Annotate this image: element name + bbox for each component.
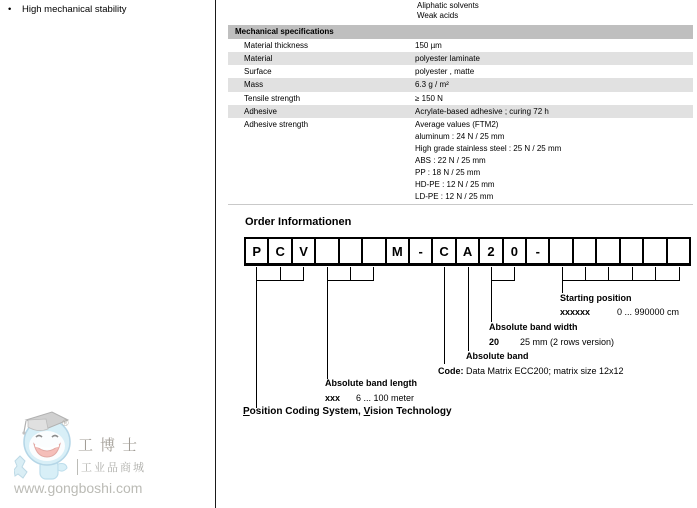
value-line: ABS : 22 N / 25 mm [415,156,486,165]
table-row [228,52,693,65]
order-code-cell: C [269,239,292,263]
connector-line [303,267,304,280]
connector-line [256,280,257,408]
system-text: ision Technology [370,406,452,417]
callout-code-label: Code: [438,366,464,376]
connector-line [491,280,492,322]
connector-line [444,267,445,364]
value-line: Average values (FTM2) [415,120,499,129]
order-code-cell: P [246,239,269,263]
order-code-cell [597,239,620,263]
table-row [228,65,693,78]
callout-desc: Data Matrix ECC200; matrix size 12x12 [463,366,624,376]
row-value: ≥ 150 N [415,94,443,103]
feature-bullet [8,4,127,15]
connector-line [562,267,563,280]
row-label: Material thickness [244,41,309,50]
underlined-initial: P [243,406,250,417]
callout-band-title: Absolute band [466,351,529,361]
order-code-cell: - [527,239,550,263]
connector-line [491,280,515,281]
connector-line [327,280,374,281]
connector-line [679,267,680,280]
order-code-grid [244,237,691,266]
connector-line [562,280,680,281]
connector-line [632,267,633,280]
value-line: High grade stainless steel : 25 N / 25 mm [415,144,562,153]
callout-code: 20 [489,337,500,347]
callout-code: xxxxxx [560,307,591,317]
column-divider-line [215,0,216,508]
row-label: Adhesive strength [244,120,309,129]
connector-line [514,267,515,280]
row-label: Tensile strength [244,94,301,103]
connector-line [327,280,328,379]
callout-band-length-title: Absolute band length [325,378,417,388]
order-code-cell [316,239,339,263]
order-code-cell [644,239,667,263]
table-header: Mechanical specifications [228,25,693,39]
row-label: Material [244,54,273,63]
row-label: Surface [244,67,272,76]
row-value: polyester , matte [415,67,475,76]
row-value: 6.3 g / m² [415,80,449,89]
callout-band-width-value [489,337,614,347]
callout-desc: 0 ... 990000 cm [617,307,680,317]
value-line: LD-PE : 12 N / 25 mm [415,192,494,201]
value-line: aluminum : 24 N / 25 mm [415,132,505,141]
table-row [228,92,693,105]
callout-starting-position-title: Starting position [560,293,632,303]
connector-line [256,267,257,280]
table-row-adhesive-strength [228,118,693,203]
row-value: 150 µm [415,41,442,50]
feature-bullet-text: High mechanical stability [22,4,127,15]
connector-line [655,267,656,280]
connector-line [373,267,374,280]
callout-desc: 6 ... 100 meter [356,393,415,403]
order-code-cell [550,239,573,263]
connector-line [562,280,563,293]
order-code-cell: 2 [480,239,503,263]
callout-band-length-value [325,393,414,403]
callout-starting-position-value [560,307,679,317]
connector-line [491,267,492,280]
order-code-cell: M [387,239,410,263]
order-code-cell [668,239,689,263]
row-value: polyester laminate [415,54,480,63]
order-code-cell: C [433,239,456,263]
order-code-cell: A [457,239,480,263]
connector-line [608,267,609,280]
order-code-cell: - [410,239,433,263]
row-label: Mass [244,80,264,89]
order-code-cell [574,239,597,263]
table-bottom-rule [228,204,693,205]
watermark-subtitle-text: 工业品商城 [77,459,146,475]
row-value: Acrylate-based adhesive ; curing 72 h [415,107,549,116]
system-text: osition Coding System, [249,406,364,417]
table-row [228,39,693,52]
order-code-cell: V [293,239,316,263]
order-code-cell [621,239,644,263]
callout-band-code [438,366,624,376]
table-row [228,105,693,118]
underlined-initial: V [363,406,371,417]
order-code-cell [340,239,363,263]
order-code-cell: 0 [504,239,527,263]
callout-band-width-title: Absolute band width [489,322,578,332]
order-code-cell [363,239,386,263]
callout-system-title [243,406,452,417]
callout-code: xxx [325,393,341,403]
connector-line [585,267,586,280]
chem-line: Weak acids [417,11,459,20]
connector-line [350,267,351,280]
order-informationen-title: Order Informationen [245,216,352,228]
registered-trademark-icon: ® [62,418,69,428]
watermark-url-text: www.gongboshi.com [14,480,143,496]
bullet-icon: • [8,4,12,15]
row-label: Adhesive [244,107,277,116]
chemical-resistance-lines [417,1,479,21]
connector-line [327,267,328,280]
table-row [228,78,693,92]
connector-line [256,280,304,281]
row-value-multiline [415,119,561,203]
chem-line: Aliphatic solvents [417,1,479,10]
callout-desc: 25 mm (2 rows version) [520,337,615,347]
connector-line [468,267,469,351]
value-line: HD-PE : 12 N / 25 mm [415,180,495,189]
connector-line [280,267,281,280]
mechanical-specifications-table [228,25,693,203]
value-line: PP : 18 N / 25 mm [415,168,481,177]
watermark-brand-text: 工博士 [78,438,145,454]
